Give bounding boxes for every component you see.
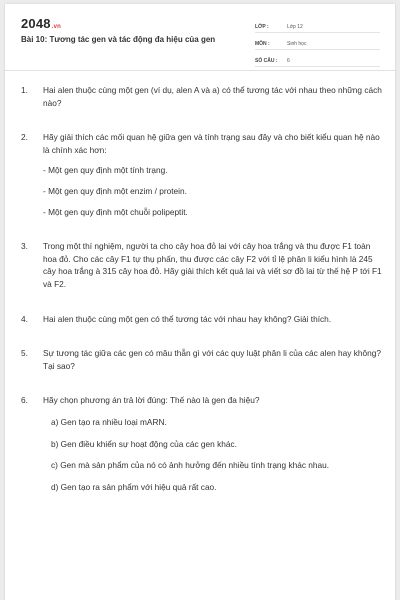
- question-text: Hai alen thuộc cùng một gen (ví dụ, alen A và a) có thể tương tác với nhau theo những cách nào?: [43, 85, 382, 108]
- question-bullet: - Một gen quy định một chuỗi polipeptit.: [43, 206, 188, 217]
- question-text: Sự tương tác giữa các gen có mâu thẫn gì với các quy luật phân li của các alen hay không? Tại sao?: [43, 348, 381, 371]
- meta-row-count: [255, 51, 380, 67]
- answer-option: a) Gen tạo ra nhiều loại mARN.: [51, 416, 167, 427]
- meta-row-class: [255, 17, 380, 33]
- question-item: [21, 84, 383, 109]
- meta-value: 6: [287, 58, 290, 64]
- meta-label: SỐ CÂU :: [255, 58, 278, 64]
- question-text: Hai alen thuộc cùng một gen có thể tương tác với nhau hay không? Giải thích.: [43, 313, 332, 324]
- question-text: Hãy giải thích các mối quan hệ giữa gen và tính trạng sau đây và cho biết kiểu quan hệ nào là chính xác hơn:: [43, 132, 380, 155]
- lesson-title: Bài 10: Tương tác gen và tác động đa hiệu của gen: [21, 35, 216, 44]
- question-number: 2.: [21, 132, 28, 143]
- meta-label: MÔN :: [255, 41, 270, 47]
- question-item: [21, 240, 383, 290]
- question-number: 3.: [21, 241, 28, 252]
- answer-option: d) Gen tạo ra sản phẩm với hiệu quả rất cao.: [51, 481, 217, 492]
- logo-tld: .vn: [51, 24, 62, 30]
- question-bullet: - Một gen quy định một enzim / protein.: [43, 185, 187, 196]
- site-logo[interactable]: [21, 16, 61, 31]
- answer-option: c) Gen mà sản phẩm của nó có ảnh hưởng đến nhiều tính trạng khác nhau.: [51, 460, 330, 471]
- meta-row-subject: [255, 34, 380, 50]
- question-number: 4.: [21, 313, 28, 324]
- question-list: [21, 84, 383, 493]
- question-text: Hãy chọn phương án trả lời đúng: Thế nào là gen đa hiệu?: [43, 395, 260, 406]
- question-number: 5.: [21, 348, 28, 359]
- question-item: [21, 394, 383, 493]
- meta-label: LỚP :: [255, 24, 269, 30]
- question-item: [21, 347, 383, 372]
- question-item: [21, 131, 383, 218]
- logo-text: 2048: [21, 16, 51, 31]
- answer-option: b) Gen điều khiển sự hoạt động của các gen khác.: [51, 438, 237, 449]
- worksheet-page: [5, 4, 395, 600]
- meta-value: Lớp 12: [287, 24, 303, 30]
- question-bullet: - Một gen quy định một tính trạng.: [43, 165, 168, 176]
- worksheet-header: [5, 4, 395, 71]
- question-text: Trong một thí nghiệm, người ta cho cây hoa đỏ lai với cây hoa trắng và thu được F1 toàn hoa đỏ. Cho các cây F1 tự thụ phấn, thu được các cây F2 với tỉ lệ phân li kiểu hình là 245 cây hoa trắng à 315 cây hoa đỏ. Hãy giải thích kết quả lai và viết sơ đồ lai từ thế hệ P tới F1 và F2.: [43, 241, 382, 289]
- question-number: 6.: [21, 395, 28, 406]
- question-number: 1.: [21, 85, 28, 95]
- question-item: [21, 313, 383, 326]
- meta-info: [255, 17, 380, 68]
- meta-value: Sinh học: [287, 41, 307, 47]
